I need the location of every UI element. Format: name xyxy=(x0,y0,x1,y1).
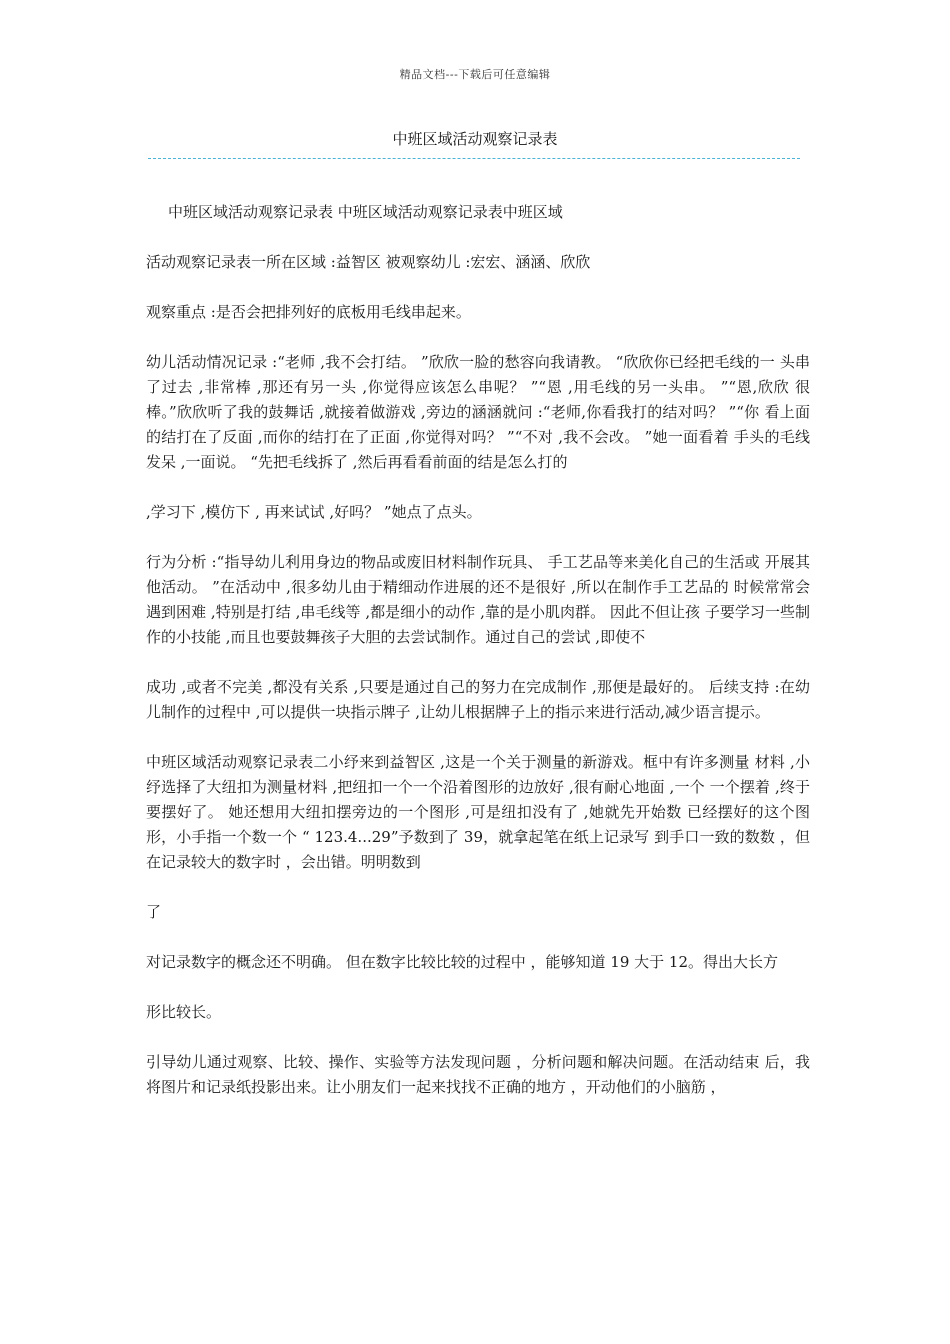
paragraph-record-two: 中班区域活动观察记录表二小纾来到益智区 ,这是一个关于测量的新游戏。框中有许多测量 材料 ,小纾选择了大纽扣为测量材料 ,把纽扣一个一个沿着图形的边放好 ,很有耐心地面 ,一个 一个摆着 ,终于要摆好了。 她还想用大纽扣摆旁边的一个图形 ,可是纽扣没有了 ,她就先开始数 已经摆好的这个图形，小手指一个数一个 “ 123.4...29”予数到了 39，就拿起笔在纸上记录写 到手口一致的数数 ，但在记录较大的数字时 ，会出错。明明数到 xyxy=(146,753,810,871)
title-divider xyxy=(148,158,800,159)
paragraph-guidance: 引导幼儿通过观察、比较、操作、实验等方法发现问题 ，分析问题和解决问题。在活动结束 后，我将图片和记录纸投影出来。让小朋友们一起来找找不正确的地方 ，开动他们的小脑筋 ， xyxy=(146,1053,810,1096)
paragraph-area-info: 活动观察记录表一所在区域 :益智区 被观察幼儿 :宏宏、涵涵、欣欣 xyxy=(146,253,591,271)
header-note: 精品文档---下载后可任意编辑 xyxy=(399,68,551,81)
document-title: 中班区域活动观察记录表 xyxy=(392,130,558,148)
paragraph-behavior-analysis: 行为分析 :“指导幼儿利用身边的物品或废旧材料制作玩具、 手工艺品等来美化自己的生活或 开展其他活动。 ”在活动中 ,很多幼儿由于精细动作进展的还不是很好 ,所以在制作手工艺品的 时候常常会遇到困难 ,特别是打结 ,串毛线等 ,都是细小的动作 ,靠的是小肌肉群。 因此不但让孩 子要学习一些制作的小技能 ,而且也要鼓舞孩子大胆的去尝试制作。通过自己的尝试 ,即使不 xyxy=(146,553,810,646)
paragraph-record-two-cont: 了 xyxy=(146,903,162,921)
paragraph-activity-record: 幼儿活动情况记录 :“老师 ,我不会打结。 ”欣欣一脸的愁容向我请教。 “欣欣你已经把毛线的一 头串了过去 ,非常棒 ,那还有另一头 ,你觉得应该怎么串呢？ ”“恩 ,用毛线的另一头串。 ”“恩,欣欣 很棒。”欣欣听了我的鼓舞话 ,就接着做游戏 ,旁边的涵涵就问 :“老师,你看我打的结对吗？ ”“你 看上面的结打在了反面 ,而你的结打在了正面 ,你觉得对吗？ ”“不对 ,我不会改。 ”她一面看着 手头的毛线发呆 ,一面说。 “先把毛线拆了 ,然后再看看前面的结是怎么打的 xyxy=(146,353,810,471)
paragraph-number-concept: 对记录数字的概念还不明确。 但在数字比较比较的过程中 ，能够知道 19 大于 12。得出大长方 xyxy=(146,953,779,971)
paragraph-shape-compare: 形比较长。 xyxy=(146,1003,222,1021)
paragraph-intro: 中班区域活动观察记录表 中班区域活动观察记录表中班区域 xyxy=(168,203,563,221)
paragraph-observation-focus: 观察重点 :是否会把排列好的底板用毛线串起来。 xyxy=(146,303,471,321)
paragraph-follow-up-support: 成功 ,或者不完美 ,都没有关系 ,只要是通过自己的努力在完成制作 ,那便是最好的。 后续支持 :在幼儿制作的过程中 ,可以提供一块指示牌子 ,让幼儿根据牌子上的指示来进行活动,减少语言提示。 xyxy=(146,678,810,721)
paragraph-activity-record-cont: ,学习下 ,模仿下 , 再来试试 ,好吗？ ”她点了点头。 xyxy=(146,503,482,521)
document-body xyxy=(146,200,810,1125)
